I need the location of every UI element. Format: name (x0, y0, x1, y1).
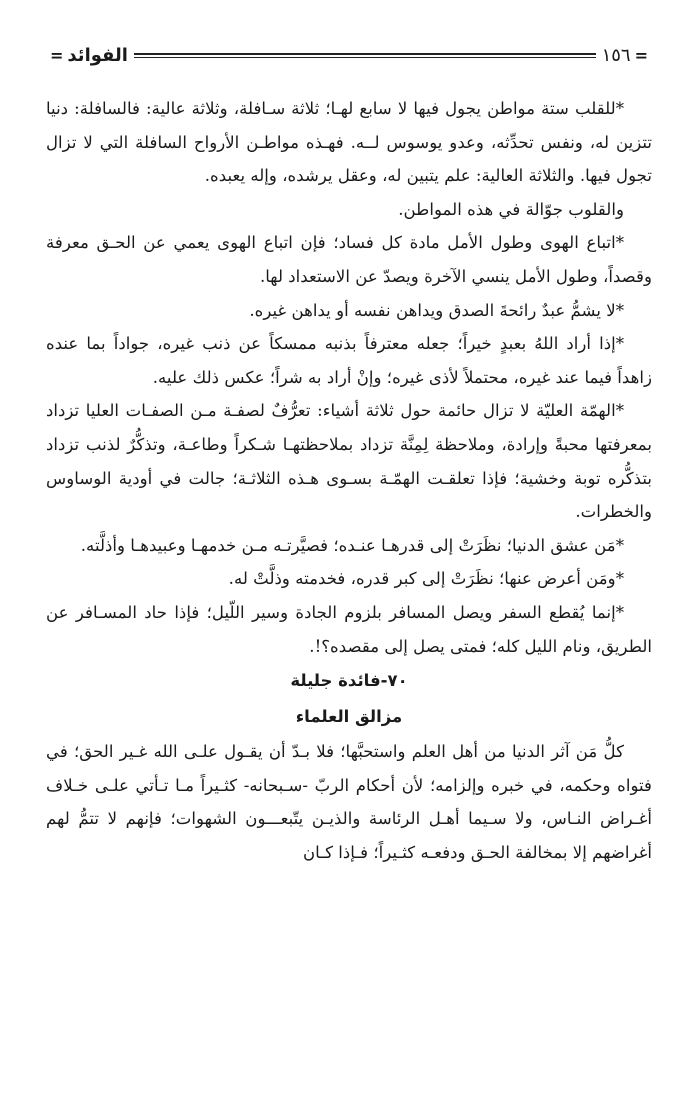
running-title: الفوائد (67, 44, 128, 66)
paragraph-truthfulness: *لا يشمُّ عبدٌ رائحةَ الصدق ويداهن نفسه أو يداهن غيره. (249, 300, 624, 320)
header-dash-right: = (634, 45, 648, 65)
paragraph-turning-away: *ومَن أعرض عنها؛ نظَرَتْ إلى كبر قدره، فخدمته وذلَّتْ له. (228, 569, 624, 589)
paragraph-high-resolve: *الهمّة العليّة لا تزال حائمة حول ثلاثة أشياء: تعرُّفٌ لصفـة مـن الصفـات العليا تزداد بمعرفتها محبةً وإرادة، وملاحظة لِمِنَّة تزداد بملاحظتهـا شـكراً وطاعـة، وتذكُّرٌ لذنب تزداد بتذكُّره توبة وخشية؛ فإذا تعلقـت الهمّـة بسـوى هـذه الثلاثـة؛ جالت في أودية الوساوس والخطرات. (46, 401, 652, 522)
section-number-title: ٧٠-فائدة جليلة (290, 671, 408, 691)
header-dash-left: = (50, 45, 64, 65)
paragraph-hearts-roam: والقلوب جوّالة في هذه المواطن. (398, 199, 624, 219)
section-subtitle: مزالق العلماء (295, 707, 403, 727)
paragraph-allah-wills-good: *إذا أراد اللهُ بعبدٍ خيراً؛ جعله معترفاً بذنبه ممسكاً عن ذنب غيره، جواداً بما عنده زاهداً فيما عند غيره، محتملاً لأذى غيره؛ وإنْ أراد به شراً؛ عكس ذلك عليه. (46, 334, 652, 387)
paragraph-love-of-world: *مَن عشق الدنيا؛ نظَرَتْ إلى قدرهـا عنـده؛ فصيَّرتـه مـن خدمهـا وعبيدهـا وأذلَّته. (80, 535, 624, 555)
page-body (46, 92, 652, 869)
header-rule (134, 53, 596, 58)
paragraph-desire-hope: *اتباع الهوى وطول الأمل مادة كل فساد؛ فإن اتباع الهوى يعمي عن الحـق معرفة وقصداً، وطول الأمل ينسي الآخرة ويصدّ عن الاستعداد لها. (46, 233, 652, 286)
paragraph-heart-abodes: *للقلب ستة مواطن يجول فيها لا سابع لهـا؛ ثلاثة سـافلة، وثلاثة عالية: فالسافلة: دنيا تتزين له، ونفس تحدِّثه، وعدو يوسوس لــه. فهـذه مواطـن الأرواح السافلة التي لا تزال تجول فيها. والثلاثة العالية: علم يتبين له، وعقل يرشده، وإله يعبده. (46, 99, 652, 186)
running-header (46, 40, 652, 70)
paragraph-journey: *إنما يُقطع السفر ويصل المسافر بلزوم الجادة وسير اللّيل؛ فإذا حاد المسـافر عن الطريق، ونام الليل كله؛ فمتى يصل إلى مقصده؟!. (46, 602, 652, 656)
paragraph-scholars-slips: كلُّ مَن آثر الدنيا من أهل العلم واستحبَّها؛ فلا بـدّ أن يقـول علـى الله غـير الحق؛ في فتواه وحكمه، في خبره وإلزامه؛ لأن أحكام الربّ -سـبحانه- كثـيراً مـا تـأتي علـى خـلاف أغـراض النـاس، ولا سـيما أهـل الرئاسة والذيـن يتّبعـــون الشهوات؛ فإنهم لا تتمُّ لهم أغراضهم إلا بمخالفة الحـق ودفعـه كثـيراً؛ فـإذا كـان (46, 742, 652, 862)
book-page (46, 40, 652, 1100)
page-number: ١٥٦ (601, 44, 631, 66)
